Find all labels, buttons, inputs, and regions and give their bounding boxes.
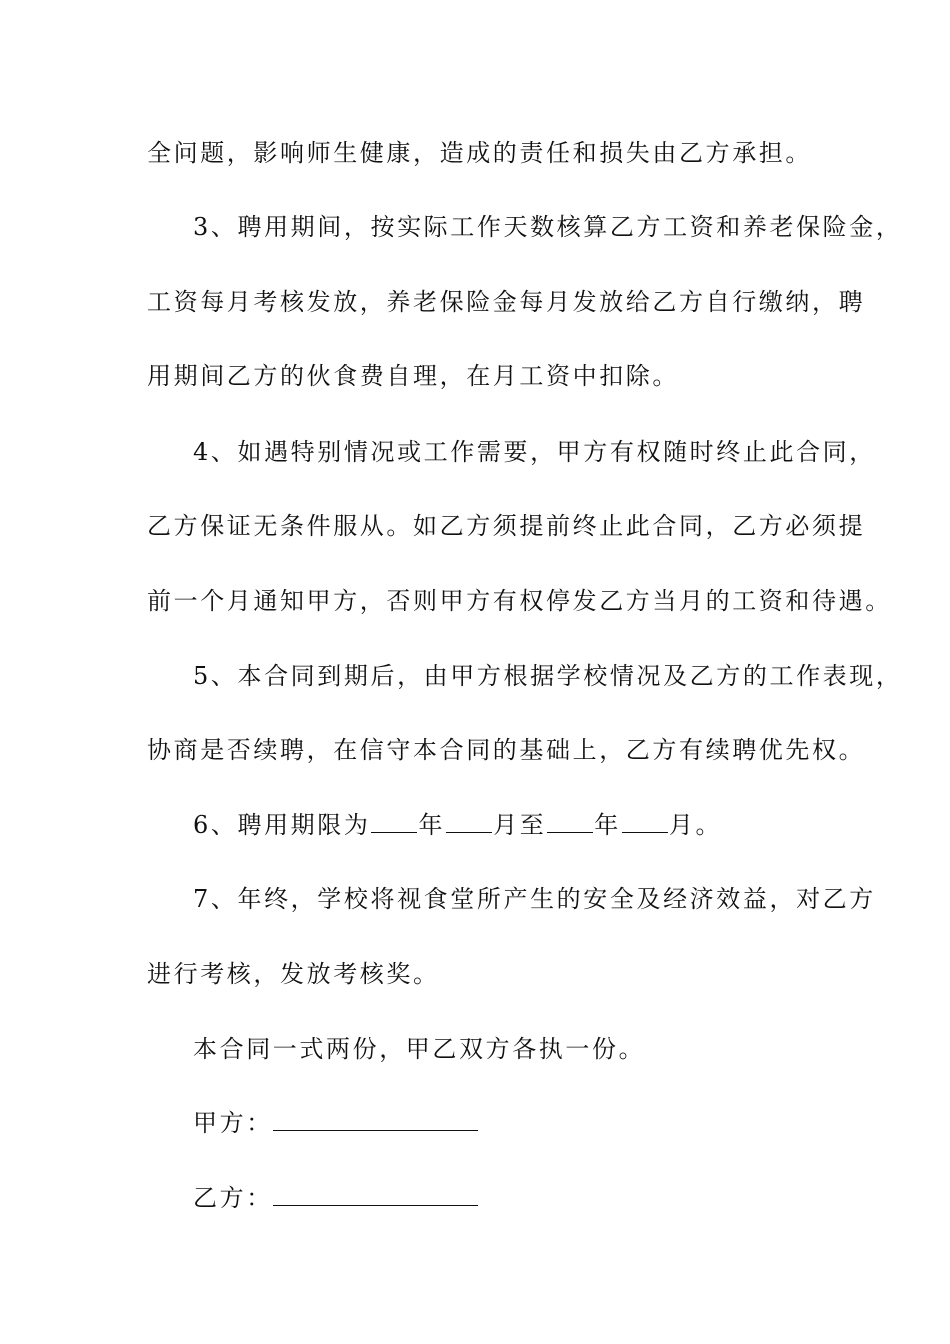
term-end-year-blank[interactable]	[547, 810, 593, 833]
term-year-label-2: 年	[594, 811, 621, 839]
party-a-label: 甲方：	[193, 1109, 273, 1137]
clause-5-line-2: 协商是否续聘，在信守本合同的基础上，乙方有续聘优先权。	[147, 736, 866, 764]
copies-statement: 本合同一式两份，甲乙双方各执一份。	[193, 1035, 646, 1063]
party-a-signature	[193, 1108, 478, 1138]
clause-4-line-2: 乙方保证无条件服从。如乙方须提前终止此合同，乙方必须提	[147, 512, 866, 540]
term-start-year-blank[interactable]	[371, 810, 417, 833]
clause-7-line-1: 7、年终，学校将视食堂所产生的安全及经济效益，对乙方	[193, 885, 876, 913]
clause-4-line-1: 4、如遇特别情况或工作需要，甲方有权随时终止此合同，	[193, 438, 876, 466]
clause-3-line-2: 工资每月考核发放，养老保险金每月发放给乙方自行缴纳，聘	[147, 288, 866, 316]
party-b-signature	[193, 1183, 478, 1213]
party-b-label: 乙方：	[193, 1184, 273, 1212]
term-start-month-blank[interactable]	[446, 810, 492, 833]
clause-4-line-3: 前一个月通知甲方，否则甲方有权停发乙方当月的工资和待遇。	[147, 587, 892, 615]
party-b-signature-line[interactable]	[273, 1183, 478, 1206]
clause-3-line-1: 3、聘用期间，按实际工作天数核算乙方工资和养老保险金，	[193, 213, 903, 241]
clause-5-line-1: 5、本合同到期后，由甲方根据学校情况及乙方的工作表现，	[193, 662, 903, 690]
clause-6-term	[193, 810, 722, 840]
term-month-label-2: 月。	[668, 811, 723, 839]
clause-2-continuation: 全问题，影响师生健康，造成的责任和损失由乙方承担。	[147, 139, 812, 167]
term-year-label-1: 年	[418, 811, 446, 839]
term-end-month-blank[interactable]	[622, 810, 668, 833]
clause-3-line-3: 用期间乙方的伙食费自理，在月工资中扣除。	[147, 362, 679, 390]
term-month-label-1: 月至	[493, 811, 547, 839]
clause-7-line-2: 进行考核，发放考核奖。	[147, 960, 440, 988]
term-prefix: 6、聘用期限为	[193, 811, 371, 839]
party-a-signature-line[interactable]	[273, 1108, 478, 1131]
